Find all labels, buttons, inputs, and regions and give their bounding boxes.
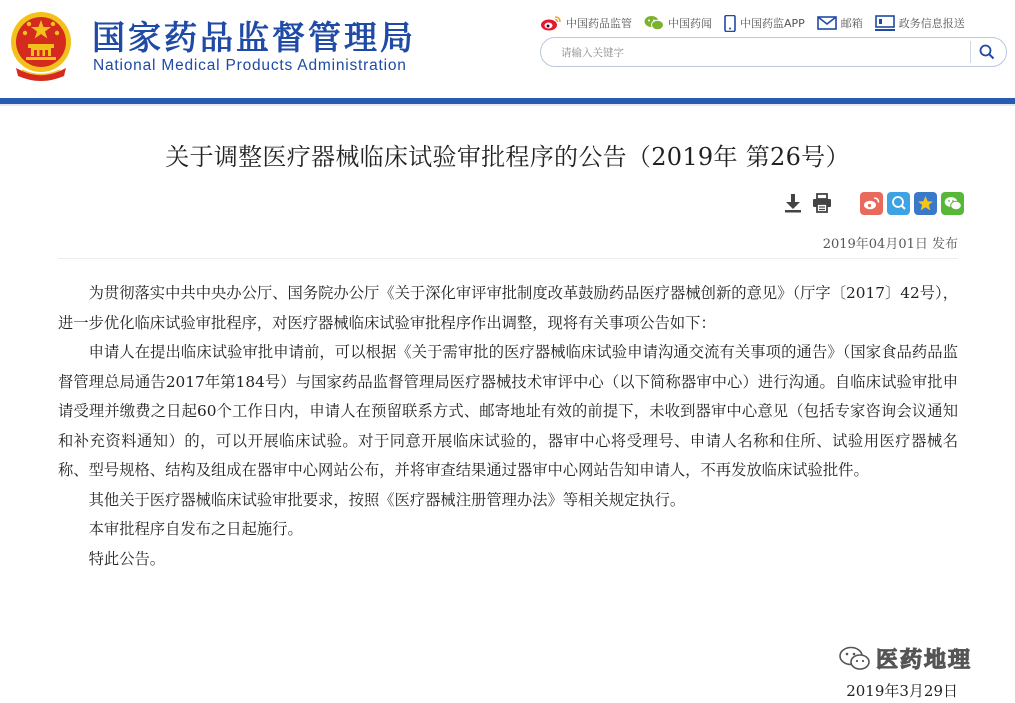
toplink-weibo[interactable] [540, 15, 632, 31]
share-wechat-button[interactable] [941, 192, 964, 215]
share-weibo-button[interactable] [860, 192, 883, 215]
wechat-watermark-icon [838, 645, 872, 673]
site-header [0, 0, 1015, 98]
toplink-wechat[interactable] [644, 15, 712, 31]
paragraph: 为贯彻落实中共中央办公厅、国务院办公厅《关于深化审评审批制度改革鼓励药品医疗器械创新的意见》（厅字〔2017〕42号），进一步优化临床试验审批程序，对医疗器械临床试验审批程序作出调整，现将有关事项公告如下： [58, 284, 958, 332]
toplink-mail-label: 邮箱 [840, 17, 863, 30]
top-links [540, 13, 977, 33]
paragraph: 其他关于医疗器械临床试验审批要求，按照《医疗器械注册管理办法》等相关规定执行。 [88, 490, 686, 509]
search-box [540, 37, 1007, 67]
paragraph: 本审批程序自发布之日起施行。 [88, 520, 303, 538]
watermark [838, 643, 972, 674]
toplink-app[interactable] [724, 15, 805, 32]
toplink-weibo-label: 中国药品监管 [566, 17, 632, 30]
qq-share-icon [891, 195, 907, 211]
download-icon [784, 193, 802, 213]
national-emblem-icon[interactable] [8, 6, 74, 84]
toplink-mail[interactable] [817, 15, 863, 31]
site-title-cn[interactable]: 国家药品监督管理局 [92, 18, 416, 57]
mail-icon [817, 16, 837, 30]
toplink-wechat-label: 中国药闻 [668, 17, 712, 30]
paragraph: 特此公告。 [88, 549, 166, 568]
download-button[interactable] [782, 192, 804, 214]
monitor-icon [875, 15, 895, 31]
article-body [58, 279, 958, 574]
search-icon [979, 44, 995, 60]
watermark-text: 医药地理 [876, 648, 973, 673]
print-icon [812, 193, 832, 213]
qzone-share-icon [917, 195, 934, 212]
meta-divider [58, 258, 958, 259]
share-qq-button[interactable] [887, 192, 910, 215]
wechat-share-icon [944, 196, 962, 211]
search-input[interactable] [561, 44, 961, 61]
mobile-icon [724, 15, 736, 32]
publish-date: 2019年04月01日 发布 [822, 237, 958, 252]
toplink-report-label: 政务信息报送 [898, 17, 965, 30]
signature-date: 2019年3月29日 [846, 682, 958, 700]
print-button[interactable] [810, 192, 834, 214]
article-title: 关于调整医疗器械临床试验审批程序的公告（2019年 第26号） [165, 143, 850, 171]
weibo-share-icon [863, 196, 880, 210]
toplink-app-label: 中国药监APP [740, 17, 805, 30]
header-divider-line [0, 104, 1015, 106]
toplink-report[interactable] [875, 15, 965, 31]
weibo-icon [540, 15, 562, 31]
search-button[interactable] [970, 41, 1002, 63]
share-qzone-button[interactable] [914, 192, 937, 215]
site-title-en[interactable]: National Medical Products Administration [93, 57, 407, 74]
article-toolbar [782, 190, 964, 216]
wechat-icon [644, 15, 664, 31]
paragraph: 申请人在提出临床试验审批申请前，可以根据《关于需审批的医疗器械临床试验申请沟通交流有关事项的通告》（国家食品药品监督管理总局通告2017年第184号）与国家药品监督管理局医疗器械技术审评中心（以下简称器审中心）进行沟通。自临床试验审批申请受理并缴费之日起60个工作日内，申请人在预留联系方式、邮寄地址有效的前提下，未收到器审中心意见（包括专家咨询会议通知和补充资料通知）的，可以开展临床试验。对于同意开展临床试验的，器审中心将受理号、申请人名称和住所、试验用医疗器械名称、型号规格、结构及组成在器审中心网站公布，并将审查结果通过器审中心网站告知申请人，不再发放临床试验批件。 [58, 343, 958, 479]
